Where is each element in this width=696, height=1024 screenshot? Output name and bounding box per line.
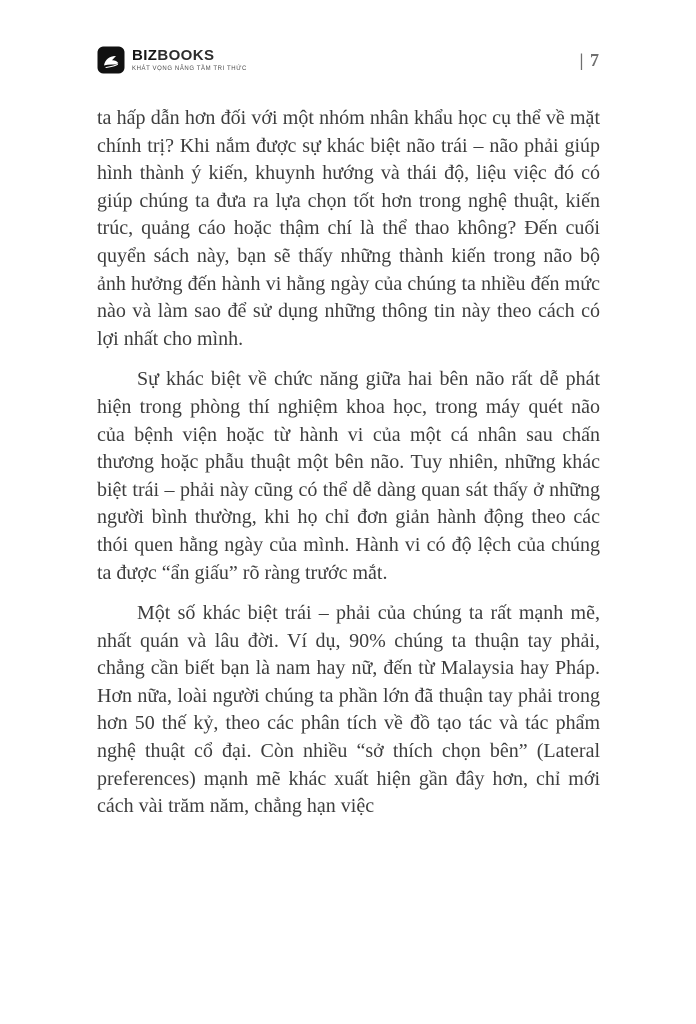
- bird-icon: [97, 46, 125, 74]
- page-number: | 7: [579, 49, 600, 70]
- logo-title-books: BOOKS: [157, 47, 215, 64]
- paragraph-2: Sự khác biệt về chức năng giữa hai bên não rất dễ phát hiện trong phòng thí nghiệm khoa học, trong máy quét não của bệnh viện hoặc từ hành vi của một cá nhân sau chấn thương hoặc phẫu thuật một bên não. Tuy nhiên, những khác biệt trái – phải này cũng có thể dễ dàng quan sát thấy ở những người bình thường, khi họ chỉ đơn giản hành động theo các thói quen hằng ngày của mình. Hành vi có độ lệch của chúng ta được “ẩn giấu” rõ ràng trước mắt.: [97, 368, 600, 584]
- logo-tagline: KHÁT VỌNG NÂNG TẦM TRI THỨC: [132, 66, 247, 72]
- logo-text: [132, 48, 247, 72]
- paragraph-3: Một số khác biệt trái – phải của chúng ta rất mạnh mẽ, nhất quán và lâu đời. Ví dụ, 90% chúng ta thuận tay phải, chẳng cần biết bạn là nam hay nữ, đến từ Malaysia hay Pháp. Hơn nữa, loài người chúng ta phần lớn đã thuận tay phải trong hơn 50 thế kỷ, theo các phân tích về đồ tạo tác và tác phẩm nghệ thuật cổ đại. Còn nhiều “sở thích chọn bên” (Lateral preferences) mạnh mẽ khác xuất hiện gần đây hơn, chỉ mới cách vài trăm năm, chẳng hạn việc: [97, 602, 600, 818]
- bizbooks-logo: [97, 46, 247, 74]
- paragraph-1: ta hấp dẫn hơn đối với một nhóm nhân khẩu học cụ thể về mặt chính trị? Khi nắm được sự khác biệt não trái – não phải giúp hình thành ý kiến, khuynh hướng và thái độ, liệu việc đó có giúp chúng ta đưa ra lựa chọn tốt hơn trong nghệ thuật, kiến trúc, quảng cáo hoặc thậm chí là thể thao không? Đến cuối quyển sách này, bạn sẽ thấy những thành kiến trong não bộ ảnh hưởng đến hành vi hằng ngày của chúng ta nhiều đến mức nào và làm sao để sử dụng những thông tin này theo cách có lợi nhất cho mình.: [97, 107, 600, 350]
- page-body: [97, 105, 600, 821]
- logo-title-biz: BIZ: [132, 47, 158, 64]
- logo-title: [132, 48, 247, 63]
- page-header: [97, 46, 600, 74]
